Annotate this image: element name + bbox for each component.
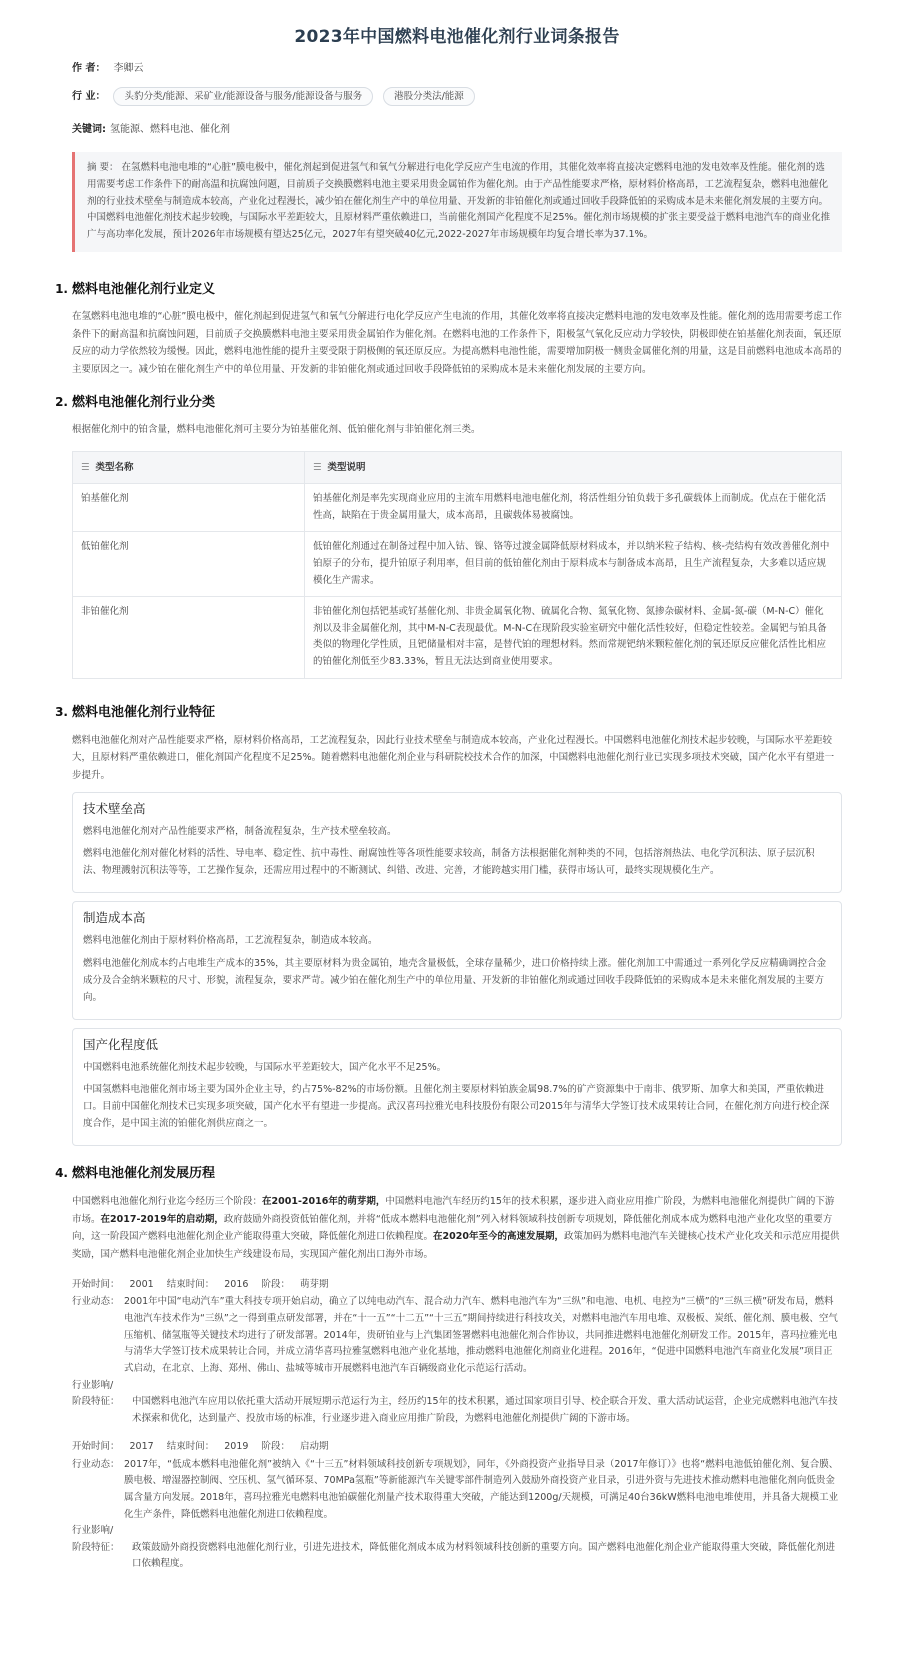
intro-emphasis: 在2001-2016年的萌芽期， <box>262 1196 386 1208</box>
table-cell: 非铂催化剂 <box>73 597 305 679</box>
end-value: 2019 <box>224 1441 249 1453</box>
section-history <box>55 1164 842 1573</box>
card-title: 技术壁垒高 <box>83 801 146 817</box>
feature-row <box>72 1394 842 1427</box>
dynamics-row <box>72 1457 842 1524</box>
industry-tag[interactable]: 头豹分类/能源、采矿业/能源设备与服务/能源设备与服务 <box>113 87 373 106</box>
dynamics-row <box>72 1294 842 1377</box>
table-row <box>73 597 842 679</box>
author-name: 李卿云 <box>113 63 144 75</box>
table-row <box>73 484 842 532</box>
stage-value: 启动期 <box>299 1441 329 1453</box>
feature-row <box>72 1540 842 1573</box>
intro-text: 中国燃料电池汽车经历约15年的技术积累，逐步进入商业应用推广阶段，为燃料电池催化剂提供广阔的下游市场。 <box>72 1196 835 1225</box>
section-number: 3. <box>55 704 68 719</box>
end-time <box>167 1441 249 1452</box>
table-row <box>73 532 842 597</box>
start-label: 开始时间： <box>72 1279 120 1291</box>
table-header-cell[interactable] <box>73 451 305 483</box>
feature-text: 政策鼓励外商投资燃料电池催化剂行业，引进先进技术，降低催化剂成本成为材料领域科技创新的重要方向。国产燃料电池催化剂企业产能取得重大突破，降低催化剂进口依赖程度。 <box>132 1541 836 1570</box>
timeline-stage <box>72 1277 842 1427</box>
stage-header <box>72 1277 842 1292</box>
section-heading <box>55 393 842 414</box>
feature-card <box>72 1028 842 1146</box>
section-paragraph: 根据催化剂中的铂含量，燃料电池催化剂可主要分为铂基催化剂、低铂催化剂与非铂催化剂三类。 <box>72 424 481 436</box>
classification-table <box>72 451 842 679</box>
list-icon: ☰ <box>313 461 322 473</box>
section-heading <box>55 703 842 724</box>
card-paragraph: 燃料电池催化剂成本约占电堆生产成本的35%，其主要原材料为贵金属铂，地壳含量极低，全球存量稀少，进口价格持续上涨。催化剂加工中需通过一系列化学反应精确调控合金成分及合金纳米颗粒的尺寸、形貌，流程复杂，要求严苛。减少铂在催化剂生产中的单位用量、开发新的非铂催化剂或通过回收手段降低铂的采购成本是未来催化剂发展的主要方向。 <box>83 957 827 1003</box>
dynamics-label: 行业动态： <box>72 1458 120 1470</box>
header-label: 类型名称 <box>95 461 134 473</box>
stage <box>261 1279 328 1290</box>
list-icon: ☰ <box>81 461 90 473</box>
section-heading <box>55 1164 842 1185</box>
intro-text: 中国燃料电池催化剂行业迄今经历三个阶段： <box>72 1196 263 1208</box>
section-number: 2. <box>55 394 68 409</box>
section-characteristics <box>55 703 842 1147</box>
card-paragraph: 燃料电池催化剂由于原材料价格高昂，工艺流程复杂，制造成本较高。 <box>83 935 378 947</box>
start-value: 2001 <box>129 1279 154 1291</box>
stage-label: 阶段： <box>261 1279 290 1291</box>
header-label: 类型说明 <box>327 461 366 473</box>
timeline-stage <box>72 1439 842 1573</box>
intro-text: 政府鼓励外商投资低铂催化剂，并将“低成本燃料电池催化剂”列入材料领域科技创新专项规划，降低催化剂成本成为燃料电池产业化攻坚的重要方向，这一阶段国产燃料电池催化剂企业产能取得重大突破，降低催化剂进口依赖程度。 <box>72 1213 833 1243</box>
section-paragraph: 燃料电池催化剂对产品性能要求严格，原材料价格高昂，工艺流程复杂，因此行业技术壁垒与制造成本较高，产业化过程漫长。中国燃料电池催化剂技术起步较晚，与国际水平差距较大，且原材料严重依赖进口，催化剂国产化程度不足25%。随着燃料电池催化剂企业与科研院校技术合作的加深，中国燃料电池催化剂行业已实现多项技术突破，国产化水平有望进一步提升。 <box>72 734 835 781</box>
keywords-value: 氢能源、燃料电池、催化剂 <box>110 124 230 136</box>
section-heading <box>55 280 842 301</box>
dynamics-text: 2017年，“低成本燃料电池催化剂”被纳入《“十三五”材料领域科技创新专项规划》，同年，《外商投资产业指导目录（2017年修订）》也将“燃料电池低铂催化剂、复合膜、膜电极、增湿器控制阀、空压机、氢气循环泵、70MPa氢瓶”等新能源汽车关键零部件制造列入鼓励外商投资产业目录，引进外资与先进技术推动燃料电池催化剂向低贵金属含量方向发展。2018年，喜玛拉雅光电燃料电池铂碳催化剂量产技术取得重大突破，产能达到1200g/天规模，可满足40台36kW燃料电池电堆使用，并具备大规模工业化生产条件，降低燃料电池催化剂进口依赖程度。 <box>124 1458 839 1520</box>
stage-label: 阶段： <box>261 1441 290 1453</box>
history-intro <box>72 1193 842 1263</box>
impact-label: 行业影响/ <box>72 1525 114 1537</box>
author-label: 作 者： <box>72 63 106 75</box>
section-title: 燃料电池催化剂行业特征 <box>72 704 216 720</box>
stage-header <box>72 1439 842 1454</box>
industry-label: 行 业： <box>72 90 106 102</box>
table-cell: 低铂催化剂 <box>73 532 305 597</box>
end-label: 结束时间： <box>166 1441 215 1453</box>
feature-label: 阶段特征： <box>72 1396 120 1408</box>
end-value: 2016 <box>224 1279 249 1291</box>
table-cell: 铂基催化剂是率先实现商业应用的主流车用燃料电池电催化剂，将活性组分铂负载于多孔碳载体上而制成。优点在于催化活性高，缺陷在于贵金属用量大，成本高昂，且碳载体易被腐蚀。 <box>305 484 842 532</box>
section-title: 燃料电池催化剂发展历程 <box>72 1166 216 1182</box>
stage <box>261 1441 328 1452</box>
table-cell: 非铂催化剂包括钯基或钌基催化剂、非贵金属氧化物、硫属化合物、氮氧化物、氮掺杂碳材料、金属-氮-碳（M-N-C）催化剂以及非金属催化剂，其中M-N-C表现最优。M-N-C在现阶段实验室研究中催化活性较好，但稳定性较差。金属钯与铂具备类似的物理化学性质，且钯储量相对丰富，是替代铂的理想材料。然而常规钯纳米颗粒催化剂的氧还原反应催化活性比相应的铂催化剂低至少83.33%，暂且无法达到商业使用要求。 <box>305 597 842 679</box>
section-title: 燃料电池催化剂行业定义 <box>72 281 216 297</box>
intro-text: 政策加码为燃料电池汽车关键核心技术产业化攻关和示范应用提供奖励，国产燃料电池催化剂企业加快生产线建设布局，实现国产催化剂出口海外市场。 <box>72 1231 840 1260</box>
author-row <box>72 61 842 77</box>
keywords-label: 关键词: <box>72 124 106 136</box>
feature-label: 阶段特征： <box>72 1541 120 1553</box>
section-classification <box>55 393 842 679</box>
table-header-cell[interactable] <box>305 451 842 483</box>
section-number: 1. <box>55 281 68 296</box>
section-paragraph: 在氢燃料电池电堆的“心脏”膜电极中，催化剂起到促进氢气和氧气分解进行电化学反应产生电流的作用，其催化效率将直接决定燃料电池的发电效率及性能。催化剂的选用需要考虑工作条件下的耐高温和抗腐蚀问题，目前质子交换膜燃料电池主要采用贵金属铂作为催化剂。在燃料电池的工作条件下，阳极氢气氧化反应动力学较快，阴极即使在铂基催化剂表面，氧还原反应的动力学依然较为缓慢。因此，燃料电池性能的提升主要受限于阴极侧的氧还原反应。为提高燃料电池性能，需要增加阴极一侧贵金属催化剂的用量，这是目前燃料电池成本高昂的主要原因之一。减少铂在催化剂生产中的单位用量、开发新的非铂催化剂或通过回收手段降低铂的采购成本是未来催化剂发展的主要方向。 <box>72 311 842 375</box>
timeline <box>72 1277 842 1573</box>
impact-label: 行业影响/ <box>72 1379 114 1391</box>
start-time <box>72 1441 154 1452</box>
table-cell: 铂基催化剂 <box>73 484 305 532</box>
card-paragraph: 中国氢燃料电池催化剂市场主要为国外企业主导，约占75%-82%的市场份额。且催化剂主要原材料铂族金属98.7%的矿产资源集中于南非、俄罗斯、加拿大和美国，严重依赖进口。目前中国催化剂技术已实现多项突破，国产化水平有望进一步提高。武汉喜玛拉雅光电科技股份有限公司2015年与清华大学签订技术成果转让合同，在催化剂方向进行校企深度合作，是中国主流的铂催化剂供应商之一。 <box>83 1083 830 1130</box>
card-paragraph: 中国燃料电池系统催化剂技术起步较晚，与国际水平差距较大，国产化水平不足25%。 <box>83 1061 447 1073</box>
end-time <box>167 1279 249 1290</box>
feature-card <box>72 901 842 1019</box>
stage-value: 萌芽期 <box>299 1279 329 1291</box>
keywords-row <box>72 122 842 138</box>
end-label: 结束时间： <box>166 1279 215 1291</box>
intro-emphasis: 在2020年至今的高速发展期， <box>433 1231 564 1243</box>
industry-tag[interactable]: 港股分类法/能源 <box>383 87 475 106</box>
card-title: 国产化程度低 <box>83 1036 159 1052</box>
table-header-row <box>73 451 842 483</box>
feature-card <box>72 792 842 893</box>
feature-text: 中国燃料电池汽车应用以依托重大活动开展短期示范运行为主，经历约15年的技术积累，通过国家项目引导、校企联合开发、重大活动试运营，企业完成燃料电池汽车技术探索和优化，达到量产、投放市场的标准，行业逐步进入商业应用推广阶段，为燃料电池催化剂提供广阔的下游市场。 <box>132 1396 838 1424</box>
section-title: 燃料电池催化剂行业分类 <box>72 394 216 410</box>
start-time <box>72 1279 154 1290</box>
table-cell: 低铂催化剂通过在制备过程中加入钴、镍、铬等过渡金属降低原材料成本，并以纳米粒子结构、核-壳结构有效改善催化剂中铂原子的分布，提升铂原子利用率，但目前的低铂催化剂由于原料成本与制备成本高昂，且生产流程复杂，大多难以适应规模化生产需求。 <box>305 532 842 597</box>
start-value: 2017 <box>129 1441 154 1453</box>
report-title: 2023年中国燃料电池催化剂行业词条报告 <box>294 27 620 47</box>
card-paragraph: 燃料电池催化剂对产品性能要求严格，制备流程复杂，生产技术壁垒较高。 <box>83 826 397 838</box>
dynamics-label: 行业动态： <box>72 1296 120 1308</box>
card-title: 制造成本高 <box>83 910 146 926</box>
industry-row <box>72 87 842 106</box>
card-paragraph: 燃料电池催化剂对催化材料的活性、导电率、稳定性、抗中毒性、耐腐蚀性等各项性能要求较高，制备方法根据催化剂种类的不同，包括溶剂热法、电化学沉积法、原子层沉积法、物理溅射沉积法等等，工艺操作复杂，还需应用过程中的不断测试、纠错、改进、完善，才能跨越实用门槛，获得市场认可，最终实现规模化生产。 <box>83 848 815 877</box>
section-definition <box>55 280 842 379</box>
start-label: 开始时间： <box>72 1441 120 1453</box>
dynamics-text: 2001年中国“电动汽车”重大科技专项开始启动，确立了以纯电动汽车、混合动力汽车、燃料电池汽车为“三纵”和电池、电机、电控为“三横”的“三纵三横”研发布局，燃料电池汽车技术作为“三纵”之一得到重点研发部署，并在“十一五”“十二五”“十三五”期间持续进行科技攻关，对燃料电池汽车用电堆、双极板、炭纸、催化剂、膜电极、空气压缩机、储氢瓶等关键技术均进行了研发部署。2014年，贵研铂业与上汽集团签署燃料电池催化剂合作协议，共同推进燃料电池催化剂研发工作。2015年，喜玛拉雅光电与清华大学签订技术成果转让合同，并成立清华喜玛拉雅氢燃料电池产业化基地，推动燃料电池催化剂商业化进程。2016年，“促进中国燃料电池汽车商业化发展”项目正式启动，在北京、上海、郑州、佛山、盐城等城市开展燃料电池汽车百辆级商业化示范运行活动。 <box>124 1296 838 1374</box>
summary-box: 摘 要： 在氢燃料电池电堆的“心脏”膜电极中，催化剂起到促进氢气和氧气分解进行电化学反应产生电流的作用，其催化效率将直接决定燃料电池的发电效率及性能。催化剂的选用需要考虑工作条件下的耐高温和抗腐蚀问题，目前质子交换膜燃料电池主要采用贵金属铂作为催化剂。由于产品性能要求严格，原材料价格高昂，工艺流程复杂，燃料电池催化剂的行业技术壁垒与制造成本较高，产业化过程漫长，减少铂在催化剂生产中的单位用量、开发新的非铂催化剂或通过回收手段降低铂的采购成本是未来催化剂发展的主要方向。中国燃料电池催化剂技术起步较晚，与国际水平差距较大，且原材料严重依赖进口，当前催化剂国产化程度不足25%。催化剂市场规模的扩张主要受益于燃料电池汽车的商业化推广与高功率化发展，预计2026年市场规模有望达25亿元，2027年有望突破40亿元,2022-2027年市场规模年均复合增长率为37.1%。 <box>72 152 842 251</box>
intro-emphasis: 在2017-2019年的启动期， <box>100 1213 224 1225</box>
section-number: 4. <box>55 1166 68 1181</box>
